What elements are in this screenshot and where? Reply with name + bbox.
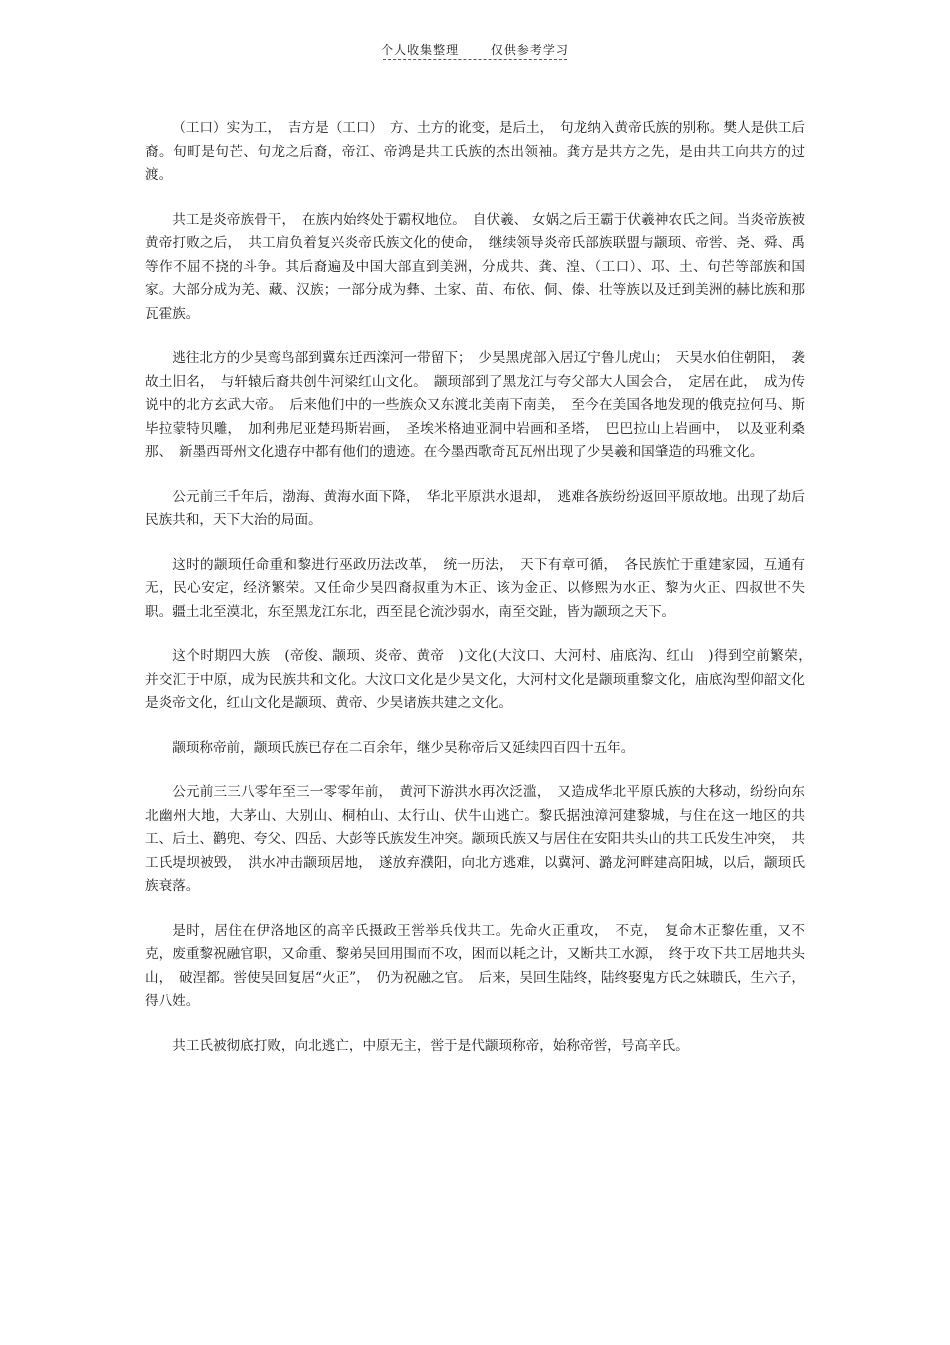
paragraph-8: 公元前三三八零年至三一零零年前， 黄河下游洪水再次泛滥， 又造成华北平原氏族的大移动，纷纷向东北幽州大地，大茅山、大别山、桐柏山、太行山、伏牛山逃亡。黎氏据浊漳河建黎城，与住在这一地区的共工、后土、鹳兜、夸父、四岳、大彭等氏族发生冲突。颛顼氏族又与居住在安阳共头山的共工氏发生冲突， 共工氏堤坝被毁， 洪水冲击颛顼居地， 遂放弃濮阳，向北方逃难，以冀河、潞龙河畔建高阳城，以后，颛顼氏族衰落。 [145, 784, 805, 894]
paragraph-1: （工口）实为工， 吉方是（工口） 方、土方的讹变，是后土， 句龙纳入黄帝氏族的别称。樊人是供工后裔。旬町是句芒、句龙之后裔，帝江、帝鸿是共工氏族的杰出领袖。龚方是共方之先，是由共工向共方的过渡。 [145, 120, 805, 183]
header-rule [383, 59, 567, 60]
paragraph-7: 颛顼称帝前，颛顼氏族已存在二百余年，继少昊称帝后又延续四百四十五年。 [172, 739, 635, 756]
paragraph-9: 是时，居住在伊洛地区的高辛氏摄政王喾举兵伐共工。先命火正重攻， 不克， 复命木正黎佐重，又不克，废重黎祝融官职，又命重、黎弟吴回用围而不攻，困而以耗之计，又断共工水源， 终于攻下共工居地共头山， 破涅都。喾使吴回复居“火正”， 仍为祝融之官。 后来，吴回生陆终，陆终娶鬼方氏之妹聩氏，生六子，得八姓。 [145, 922, 805, 1009]
paragraph-3: 逃往北方的少昊鸾鸟部到冀东迁西滦河一带留下； 少昊黑虎部入居辽宁鲁儿虎山； 天昊水伯住朝阳， 袭故土旧名， 与轩辕后裔共创牛河梁红山文化。 颛顼部到了黑龙江与夸父部大人国会合， 定居在此， 成为传说中的北方玄武大帝。 后来他们中的一些族众又东渡北美南下南美， 至今在美国各地发现的俄克拉何马、斯毕拉蒙特贝雕， 加利弗尼亚楚玛斯岩画， 圣埃米格迪亚洞中岩画和圣塔， 巴巴拉山上岩画中， 以及亚利桑那、 新墨西哥州文化遗存中都有他们的遗迹。在今墨西歌奇瓦瓦州出现了少昊羲和国肇造的玛雅文化。 [145, 350, 805, 460]
paragraph-2: 共工是炎帝族骨干， 在族内始终处于霸权地位。 自伏羲、 女娲之后王霸于伏羲神农氏之间。当炎帝族被黄帝打败之后， 共工肩负着复兴炎帝氏族文化的使命， 继续领导炎帝氏部族联盟与颛顼、帝喾、尧、舜、禹等作不屈不挠的斗争。其后裔遍及中国大部直到美洲，分成共、龚、湟、（工口）、邛、土、句芒等部族和国家。大部分成为羌、藏、汉族；一部分成为彝、土家、苗、布依、侗、傣、壮等族以及迁到美洲的赫比族和那瓦霍族。 [145, 211, 805, 322]
paragraph-6: 这个时期四大族 (帝俊、颛顼、炎帝、黄帝 )文化(大汶口、大河村、庙底沟、红山 )得到空前繁荣， 并交汇于中原，成为民族共和文化。大汶口文化是少昊文化，大河村文化是颛顼重黎文化，庙底沟型仰韶文化是炎帝文化，红山文化是颛顼、黄帝、少昊诸族共建之文化。 [145, 648, 819, 711]
header-left-text: 个人收集整理 [381, 43, 460, 57]
paragraph-10: 共工氏被彻底打败，向北逃亡，中原无主，喾于是代颛顼称帝，始称帝喾，号高辛氏。 [172, 1037, 689, 1054]
paragraph-5: 这时的颛顼任命重和黎进行巫政历法改革， 统一历法， 天下有章可循， 各民族忙于重建家园，互通有无，民心安定，经济繁荣。又任命少昊四裔叔重为木正、该为金正、以修熙为水正、黎为火正、四叔世不失职。疆土北至漠北，东至黑龙江东北，西至昆仑流沙弱水，南至交趾，皆为颛顼之天下。 [145, 556, 805, 620]
document-body [145, 117, 819, 1079]
header-right-text: 仅供参考学习 [490, 43, 569, 57]
page-header [0, 41, 950, 58]
paragraph-4: 公元前三千年后，渤海、黄海水面下降， 华北平原洪水退却， 逃难各族纷纷返回平原故地。出现了劫后民族共和，天下大治的局面。 [145, 488, 805, 528]
